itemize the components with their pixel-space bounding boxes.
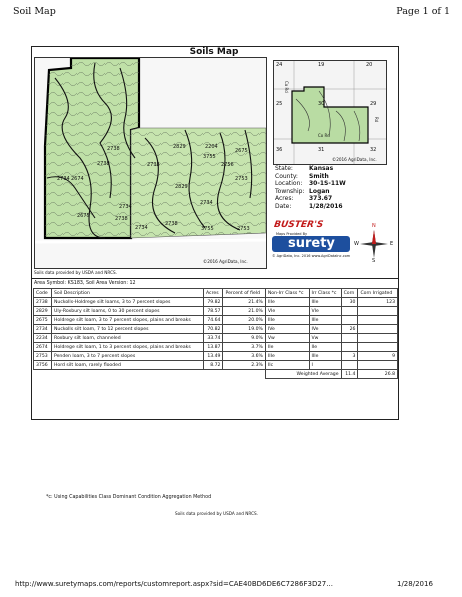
location-inset-map [273, 60, 387, 165]
map-label: 2829 [175, 184, 188, 190]
busters-logo: BUSTER'S [273, 220, 324, 230]
surety-credit: © AgriData, Inc. 2016 www.AgriDataInc.com [272, 254, 351, 258]
cell: Vw [309, 334, 341, 343]
cell: 2.3% [223, 361, 265, 370]
cell [341, 334, 358, 343]
table-row [34, 361, 398, 370]
map-source-note: Soils data provided by USDA and NRCS. [34, 270, 118, 275]
footer-url[interactable]: http://www.suretymaps.com/reports/customreport.aspx?sid=CAE40BD6DE6C7286F3D27... [15, 580, 333, 588]
compass-w: W [354, 241, 359, 247]
map-label: 2734 [119, 204, 132, 210]
table-divider [31, 278, 399, 279]
map-label: 2675 [77, 213, 90, 219]
cell: I [309, 361, 341, 370]
info-row-date: Date: 1/28/2016 [275, 202, 343, 210]
cell [358, 334, 398, 343]
compass-rose [354, 223, 394, 264]
cell: Vw [265, 334, 309, 343]
cell [341, 307, 358, 316]
cell: VIe [309, 307, 341, 316]
compass-e: E [390, 241, 394, 247]
maps-provided-by: Maps Provided By [276, 232, 308, 236]
cell: 2234 [34, 334, 52, 343]
map-label: 2829 [173, 144, 186, 150]
soils-map [34, 57, 267, 269]
cell: 20.0% [223, 316, 265, 325]
info-row-location: Location: 30-1S-11W [275, 180, 346, 188]
cell: 8.72 [204, 361, 223, 370]
table-row [34, 343, 398, 352]
compass-s: S [372, 258, 376, 264]
cell: IIIe [309, 352, 341, 361]
col-header: Soil Description [51, 289, 203, 298]
cell [341, 361, 358, 370]
page-header-title: Soil Map [13, 6, 56, 17]
col-header: Corn [341, 289, 358, 298]
cell: 19.0% [223, 325, 265, 334]
cell [341, 343, 358, 352]
map-label: 2734 [57, 176, 70, 182]
weighted-average-row [34, 370, 398, 379]
cell: 13.87 [204, 343, 223, 352]
cell: IIIe [265, 352, 309, 361]
weighted-corn-irrigated: 26.8 [358, 370, 398, 379]
surety-logo: surety [288, 236, 335, 251]
cell: Penden loam, 3 to 7 percent slopes [51, 352, 203, 361]
cell: Holdrege silt loam, 1 to 3 percent slopes, plains and breaks [51, 343, 203, 352]
col-header: Irr Class *c [309, 289, 341, 298]
report-title: Soils Map [189, 47, 239, 57]
inset-section: 32 [370, 147, 377, 153]
cell: 79.82 [204, 298, 223, 307]
inset-road-label: Co Rd [318, 133, 330, 138]
cell: 2674 [34, 343, 52, 352]
cell: IIe [265, 343, 309, 352]
info-row-township: Township: Logan [275, 187, 330, 195]
map-label: 2753 [237, 226, 250, 232]
col-header: Non-Irr Class *c [265, 289, 309, 298]
cell: IVe [265, 325, 309, 334]
map-label: 2738 [97, 161, 110, 167]
cell: IIe [309, 343, 341, 352]
inset-road-label: Co Rd [284, 81, 289, 93]
table-row [34, 316, 398, 325]
inset-section: 24 [276, 62, 283, 68]
soils-table [33, 288, 398, 379]
map-label: 2674 [71, 176, 84, 182]
inset-section: 29 [370, 101, 377, 107]
cell: 3 [341, 352, 358, 361]
cell: Uly-Roxbury silt loams, 0 to 30 percent slopes [51, 307, 203, 316]
weighted-corn: 11.4 [341, 370, 358, 379]
cell: IIc [265, 361, 309, 370]
inset-section: 30 [318, 101, 325, 107]
cell [358, 361, 398, 370]
table-row [34, 334, 398, 343]
table-footnote: *c: Using Capabilities Class Dominant Condition Aggregation Method [46, 495, 212, 500]
weighted-average-label: Weighted Average [265, 370, 341, 379]
inset-section: 25 [276, 101, 283, 107]
cell: Hord silt loam, rarely flooded [51, 361, 203, 370]
cell: Nuckolls-Holdrege silt loams, 3 to 7 percent slopes [51, 298, 203, 307]
map-label: 2738 [147, 162, 160, 168]
cell: 30 [341, 298, 358, 307]
cell: 21.4% [223, 298, 265, 307]
col-header: Acres [204, 289, 223, 298]
cell: 9.0% [223, 334, 265, 343]
map-label: 2738 [115, 216, 128, 222]
inset-section: 19 [318, 62, 325, 68]
map-label: 2756 [221, 162, 234, 168]
map-label: 2204 [205, 144, 218, 150]
cell: 9 [358, 352, 398, 361]
col-header: Corn Irrigated [358, 289, 398, 298]
cell: 123 [358, 298, 398, 307]
compass-icon [356, 226, 392, 262]
cell [358, 307, 398, 316]
cell [358, 325, 398, 334]
cell: IIIe [309, 298, 341, 307]
map-label: 2738 [165, 221, 178, 227]
cell: 2675 [34, 316, 52, 325]
map-label: 3755 [203, 154, 216, 160]
cell: 74.64 [204, 316, 223, 325]
cell: Roxbury silt loam, channeled [51, 334, 203, 343]
cell: 26 [341, 325, 358, 334]
cell [341, 316, 358, 325]
table-row [34, 307, 398, 316]
page-number: Page 1 of 1 [396, 6, 450, 17]
map-label: 2734 [135, 225, 148, 231]
map-label: 3755 [201, 226, 214, 232]
map-copyright: ©2016 AgriData, Inc. [203, 259, 248, 264]
cell: 2829 [34, 307, 52, 316]
map-label: 2753 [235, 176, 248, 182]
inset-section: 31 [318, 147, 325, 153]
col-header: Code [34, 289, 52, 298]
location-info [275, 165, 346, 211]
area-symbol: Area Symbol: KS183, Soil Area Version: 12 [34, 281, 136, 286]
compass-n: N [372, 223, 376, 229]
cell: 3756 [34, 361, 52, 370]
inset-section: 36 [276, 147, 283, 153]
cell: IVe [309, 325, 341, 334]
cell: 2734 [34, 325, 52, 334]
cell: VIe [265, 307, 309, 316]
inset-section: 20 [366, 62, 373, 68]
cell [358, 343, 398, 352]
cell: 78.57 [204, 307, 223, 316]
cell: IIIe [309, 316, 341, 325]
cell: 33.74 [204, 334, 223, 343]
map-label: 2738 [107, 146, 120, 152]
cell: 13.49 [204, 352, 223, 361]
info-row-state: State: Kansas [275, 165, 334, 172]
table-row [34, 325, 398, 334]
cell: 2753 [34, 352, 52, 361]
info-row-county: County: Smith [275, 172, 329, 180]
inset-copyright: ©2016 AgriData, Inc. [332, 157, 377, 162]
inset-road-label: Rd [374, 117, 379, 123]
cell: IIIe [265, 298, 309, 307]
cell: Holdrege silt loam, 3 to 7 percent slopes, plains and breaks [51, 316, 203, 325]
info-row-acres: Acres: 373.67 [275, 195, 333, 203]
table-header-row [34, 289, 398, 298]
cell [358, 316, 398, 325]
cell: 3.7% [223, 343, 265, 352]
footer-date: 1/28/2016 [397, 580, 433, 588]
cell: 3.6% [223, 352, 265, 361]
map-label: 2675 [235, 148, 248, 154]
map-label: 2734 [200, 200, 213, 206]
cell: 2738 [34, 298, 52, 307]
table-row [34, 298, 398, 307]
table-source-note: Soils data provided by USDA and NRCS. [175, 511, 259, 516]
col-header: Percent of field [223, 289, 265, 298]
cell: IIIe [265, 316, 309, 325]
cell: 21.0% [223, 307, 265, 316]
table-row [34, 352, 398, 361]
cell: Nuckolls silt loam, 7 to 12 percent slopes [51, 325, 203, 334]
cell: 70.82 [204, 325, 223, 334]
